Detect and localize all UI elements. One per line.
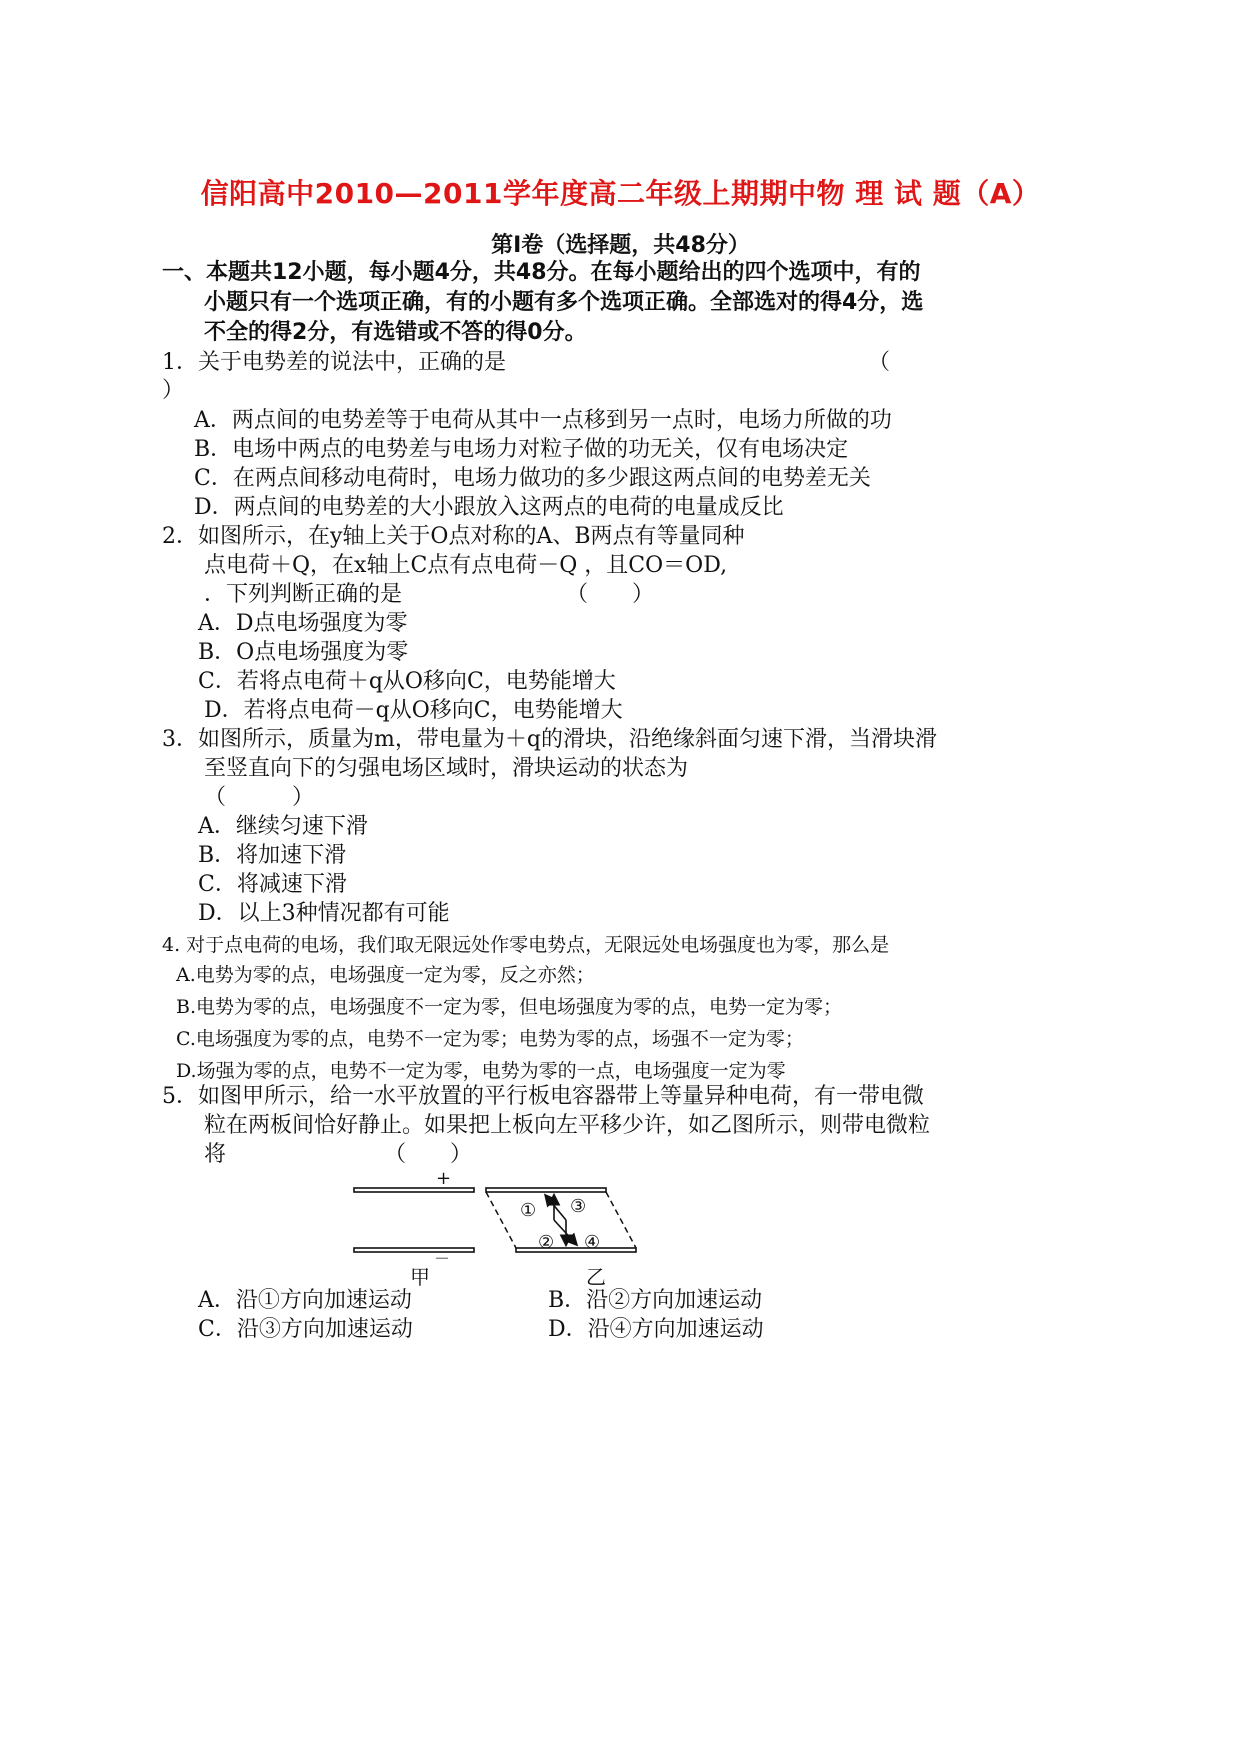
q2-stem-line-1: 2．如图所示，在y轴上关于O点对称的A、B两点有等量同种 xyxy=(162,524,745,549)
q4-option-d: D.场强为零的点，电势不一定为零，电势为零的一点，电场强度一定为零 xyxy=(176,1060,786,1082)
q4-stem: 4. 对于点电荷的电场，我们取无限远处作零电势点，无限远处电场强度也为零，那么是 xyxy=(162,934,890,956)
q2-option-a: A．D点电场强度为零 xyxy=(198,611,408,636)
q3-stem-line-2: 至竖直向下的匀强电场区域时，滑块运动的状态为 xyxy=(204,756,689,781)
yi-left-dashed-edge xyxy=(486,1192,516,1248)
q2-option-d: D．若将点电荷－q从O移向C，电势能增大 xyxy=(204,698,623,723)
q1-paren-open: （ xyxy=(868,350,891,375)
q2-answer-paren: （ ） xyxy=(566,582,655,607)
mark-3: ③ xyxy=(570,1196,587,1217)
q2-option-c: C．若将点电荷＋q从O移向C，电势能增大 xyxy=(198,669,616,694)
q1-option-b: B．电场中两点的电势差与电场力对粒子做的功无关，仅有电场决定 xyxy=(194,437,849,462)
q5-option-b: B．沿②方向加速运动 xyxy=(548,1288,763,1313)
mark-4: ④ xyxy=(584,1232,601,1253)
q4-option-b: B.电势为零的点，电场强度不一定为零，但电场强度为零的点，电势一定为零； xyxy=(176,996,843,1018)
q5-stem-line-1: 5．如图甲所示，给一水平放置的平行板电容器带上等量异种电荷，有一带电微 xyxy=(162,1084,924,1109)
q5-option-c: C．沿③方向加速运动 xyxy=(198,1317,413,1342)
part-one-heading: 第Ⅰ卷（选择题，共48分） xyxy=(491,233,750,258)
q1-option-c: C．在两点间移动电荷时，电场力做功的多少跟这两点间的电势差无关 xyxy=(194,466,871,491)
section-instruction-line-1: 一、本题共12小题，每小题4分，共48分。在每小题给出的四个选项中，有的 xyxy=(162,260,921,285)
direction-arrow-diagonal-up xyxy=(546,1196,566,1220)
direction-arrow-diagonal-down xyxy=(554,1220,576,1244)
exam-title: 信阳高中2010—2011学年度高二年级上期期中物 理 试 题（A） xyxy=(200,177,1041,210)
jia-upper-plate xyxy=(354,1188,474,1192)
q5-stem-line-2: 粒在两板间恰好静止。如果把上板向左平移少许，如乙图所示，则带电微粒 xyxy=(204,1113,931,1138)
q3-answer-paren: （ ） xyxy=(204,785,315,810)
q2-option-b: B．O点电场强度为零 xyxy=(198,640,409,665)
q1-option-d: D．两点间的电势差的大小跟放入这两点的电荷的电量成反比 xyxy=(194,495,784,520)
jia-plus-sign: + xyxy=(436,1168,452,1189)
q5-answer-paren: （ ） xyxy=(384,1142,473,1167)
mark-2: ② xyxy=(538,1232,555,1253)
q3-option-d: D．以上3种情况都有可能 xyxy=(198,901,450,926)
jia-label: 甲 xyxy=(410,1265,430,1289)
q1-paren-close: ） xyxy=(162,378,185,403)
section-instruction-line-2: 小题只有一个选项正确，有的小题有多个选项正确。全部选对的得4分，选 xyxy=(204,290,924,315)
q4-option-a: A.电势为零的点，电场强度一定为零，反之亦然； xyxy=(176,964,595,986)
yi-label: 乙 xyxy=(586,1265,606,1289)
q1-stem: 1．关于电势差的说法中，正确的是 xyxy=(162,350,506,375)
q3-option-b: B．将加速下滑 xyxy=(198,843,347,868)
mark-1: ① xyxy=(520,1200,537,1221)
q2-stem-line-3: ．下列判断正确的是 xyxy=(204,582,403,607)
q2-stem-line-2: 点电荷＋Q，在x轴上C点有点电荷－Q ，且CO＝OD, xyxy=(204,553,728,578)
yi-upper-plate xyxy=(486,1188,606,1192)
yi-lower-plate xyxy=(516,1248,636,1252)
q5-option-a: A．沿①方向加速运动 xyxy=(198,1288,412,1313)
capacitor-figure xyxy=(340,1166,660,1290)
q3-option-a: A．继续匀速下滑 xyxy=(198,814,368,839)
q5-stem-line-3: 将 xyxy=(204,1142,227,1167)
yi-right-dashed-edge xyxy=(606,1192,636,1248)
jia-lower-plate xyxy=(354,1248,474,1252)
q5-option-d: D．沿④方向加速运动 xyxy=(548,1317,764,1342)
section-instruction-line-3: 不全的得2分，有选错或不答的得0分。 xyxy=(204,320,587,345)
q3-option-c: C．将减速下滑 xyxy=(198,872,347,897)
q3-stem-line-1: 3．如图所示，质量为m，带电量为＋q的滑块，沿绝缘斜面匀速下滑，当滑块滑 xyxy=(162,727,937,752)
jia-minus-sign: － xyxy=(434,1249,451,1268)
q4-option-c: C.电场强度为零的点，电势不一定为零；电势为零的点，场强不一定为零； xyxy=(176,1028,804,1050)
q1-option-a: A．两点间的电势差等于电荷从其中一点移到另一点时，电场力所做的功 xyxy=(194,408,892,433)
